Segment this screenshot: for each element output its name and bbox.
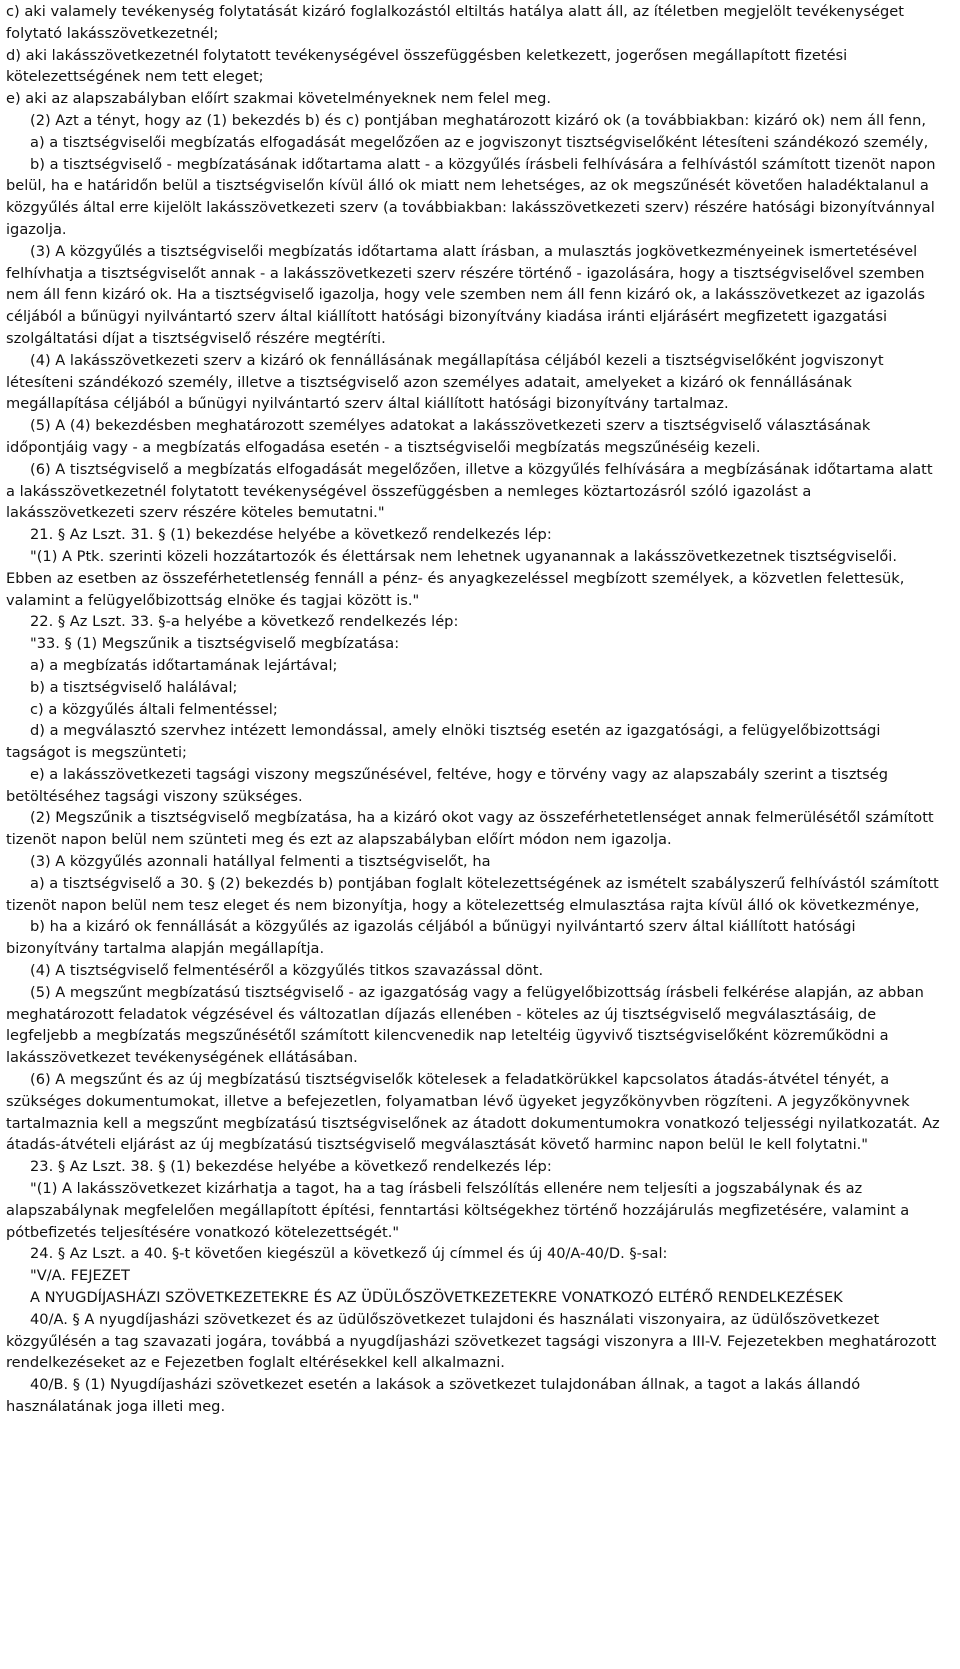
section-heading: 24. § Az Lszt. a 40. §-t követően kiegészül a következő új címmel és új 40/A-40/D. §-sal:: [30, 1245, 668, 1263]
paragraph: (5) A (4) bekezdésben meghatározott személyes adatokat a lakásszövetkezeti szerv a tisztségviselő választásának időpontjáig vagy - a megbízatás elfogadása esetén - a tisztségviselői megbízatás megszűnéséig kezeli.: [6, 417, 871, 456]
chapter-title: A NYUGDÍJASHÁZI SZÖVETKEZETEKRE ÉS AZ ÜDÜLŐSZÖVETKEZETEKRE VONATKOZÓ ELTÉRŐ RENDELKEZÉSEK: [30, 1289, 843, 1307]
paragraph: a) a tisztségviselői megbízatás elfogadását megelőzően az e jogviszonyt tisztségviselőként létesíteni szándékozó személy,: [30, 133, 929, 151]
paragraph: e) aki az alapszabályban előírt szakmai követelményeknek nem felel meg.: [6, 90, 552, 108]
paragraph: c) aki valamely tevékenység folytatását kizáró foglalkozástól eltiltás hatálya alatt áll, az ítéletben megjelölt tevékenységet folytató lakásszövetkezetnél;: [6, 3, 904, 42]
list-item: a) a tisztségviselő a 30. § (2) bekezdés b) pontjában foglalt kötelezettségének az ismételt szabályszerű felhívástól számított tizenöt napon belül nem tesz eleget és nem bizonyítja, hogy a kötelezettség elmulasztása rajta kívül álló ok következménye,: [6, 874, 939, 914]
list-item: b) a tisztségviselő halálával;: [30, 678, 238, 696]
paragraph: (2) Azt a tényt, hogy az (1) bekezdés b) és c) pontjában meghatározott kizáró ok (a továbbiakban: kizáró ok) nem áll fenn,: [30, 111, 927, 129]
paragraph: d) aki lakásszövetkezetnél folytatott tevékenységével összefüggésben keletkezett, jogerősen megállapított fizetési kötelezettségének nem tett eleget;: [6, 46, 848, 86]
list-item: b) ha a kizáró ok fennállását a közgyűlés az igazolás céljából a bűnügyi nyilvántartó szerv által kiállított hatósági bizonyítvány tartalma alapján megállapítja.: [6, 918, 856, 958]
paragraph: (5) A megszűnt megbízatású tisztségviselő - az igazgatóság vagy a felügyelőbizottság írásbeli felkérése alapján, az abban meghatározott feladatok végzésével és változatlan díjazás ellenében - köteles az új tisztségviselő megválasztásáig, de legfeljebb a megbízatás megszűnésétől számított kilencvenedik nap leteltéig ügyvivő tisztségviselőként közreműködni a lakásszövetkezet tevékenységének ellátásában.: [6, 983, 924, 1067]
paragraph: (4) A tisztségviselő felmentéséről a közgyűlés titkos szavazással dönt.: [30, 962, 544, 980]
paragraph: (4) A lakásszövetkezeti szerv a kizáró ok fennállásának megállapítása céljából kezeli a tisztségviselőként jogviszonyt létesíteni szándékozó személy, illetve a tisztségviselő azon személyes adatait, amelyeket a kizáró ok fennállásának megállapítása céljából a bűnügyi nyilvántartó szerv által kiállított hatósági bizonyítvány tartalmaz.: [6, 351, 884, 413]
chapter-label: "V/A. FEJEZET: [30, 1267, 130, 1285]
paragraph: (6) A megszűnt és az új megbízatású tisztségviselők kötelesek a feladatkörükkel kapcsolatos átadás-átvétel tényét, a szükséges dokumentumokat, illetve a befejezetlen, folyamatban lévő ügyeket jegyzőkönyvben rögzíteni. A jegyzőkönyvnek tartalmaznia kell a megszűnt megbízatású tisztségviselőnek az átadott dokumentumokra vonatkozó teljességi nyilatkozatát. Az átadás-átvételi eljárást az új megbízatású tisztségviselő megválasztását követő harminc napon belül le kell folytatni.": [6, 1071, 940, 1154]
list-item: e) a lakásszövetkezeti tagsági viszony megszűnésével, feltéve, hogy e törvény vagy az alapszabály szerint a tisztség betöltéséhez tagsági viszony szükséges.: [6, 765, 888, 805]
paragraph: "33. § (1) Megszűnik a tisztségviselő megbízatása:: [30, 635, 400, 653]
paragraph: 40/B. § (1) Nyugdíjasházi szövetkezet esetén a lakások a szövetkezet tulajdonában állnak, a tagot a lakás állandó használatának joga illeti meg.: [6, 1376, 861, 1415]
section-heading: 23. § Az Lszt. 38. § (1) bekezdése helyébe a következő rendelkezés lép:: [30, 1158, 552, 1176]
section-heading: 21. § Az Lszt. 31. § (1) bekezdése helyébe a következő rendelkezés lép:: [30, 526, 552, 544]
list-item: d) a megválasztó szervhez intézett lemondással, amely elnöki tisztség esetén az igazgatósági, a felügyelőbizottsági tagságot is megszünteti;: [6, 722, 881, 762]
paragraph: 40/A. § A nyugdíjasházi szövetkezet és az üdülőszövetkezet tulajdoni és használati viszonyaira, az üdülőszövetkezet közgyűlésén a tag szavazati jogára, továbbá a nyugdíjasházi szövetkezet tagsági viszonyra a III-V. Fejezetekben meghatározott rendelkezéseket az e Fejezetben foglalt eltérésekkel kell alkalmazni.: [6, 1310, 937, 1372]
paragraph: "(1) A Ptk. szerinti közeli hozzátartozók és élettársak nem lehetnek ugyanannak a lakásszövetkezetnek tisztségviselői. Ebben az esetben az összeférhetetlenség fennáll a pénz- és anyagkezeléssel megbízott személyek, a közvetlen felettesük, valamint a felügyelőbizottság elnöke és tagjai között is.": [6, 547, 905, 609]
paragraph: (2) Megszűnik a tisztségviselő megbízatása, ha a kizáró okot vagy az összeférhetetlenséget annak felmerülésétől számított tizenöt napon belül nem szünteti meg és ezt az alapszabályban előírt módon nem igazolja.: [6, 809, 934, 849]
section-heading: 22. § Az Lszt. 33. §-a helyébe a következő rendelkezés lép:: [30, 613, 459, 631]
paragraph: (3) A közgyűlés a tisztségviselői megbízatás időtartama alatt írásban, a mulasztás jogkövetkezményeinek ismertetésével felhívhatja a tisztségviselőt annak - a lakásszövetkezeti szerv részére történő - igazolására, hogy a tisztségviselővel szemben nem áll fenn kizáró ok. Ha a tisztségviselő igazolja, hogy vele szemben nem áll fenn kizáró ok, a lakásszövetkezet az igazolás céljából a bűnügyi nyilvántartó szerv által kiállított hatósági bizonyítvány kiadása iránti eljárásért megfizetett igazgatási szolgáltatási díjat a tisztségviselő részére megtéríti.: [6, 242, 925, 347]
list-item: a) a megbízatás időtartamának lejártával;: [30, 656, 338, 674]
paragraph: (3) A közgyűlés azonnali hatállyal felmenti a tisztségviselőt, ha: [30, 853, 491, 871]
paragraph: (6) A tisztségviselő a megbízatás elfogadását megelőzően, illetve a közgyűlés felhívására a megbízásának időtartama alatt a lakásszövetkezetnél folytatott tevékenységével összefüggésben a nemleges köztartozásról szóló igazolást a lakásszövetkezeti szerv részére köteles bemutatni.": [6, 460, 933, 522]
paragraph: "(1) A lakásszövetkezet kizárhatja a tagot, ha a tag írásbeli felszólítás ellenére nem teljesíti a jogszabálynak és az alapszabálynak megfelelően megállapított építési, fenntartási költségekhez történő hozzájárulás megfizetésére, valamint a pótbefizetés teljesítésére vonatkozó kötelezettségét.": [6, 1180, 910, 1241]
paragraph: b) a tisztségviselő - megbízatásának időtartama alatt - a közgyűlés írásbeli felhívására a felhívástól számított tizenöt napon belül, ha e határidőn belül a tisztségviselőn kívül álló ok miatt nem lehetséges, az ok megszűnését követően haladéktalanul a közgyűlés által erre kijelölt lakásszövetkezeti szerv (a továbbiakban: lakásszövetkezeti szerv) részére hatósági bizonyítvánnyal igazolja.: [6, 155, 936, 238]
list-item: c) a közgyűlés általi felmentéssel;: [30, 700, 278, 718]
